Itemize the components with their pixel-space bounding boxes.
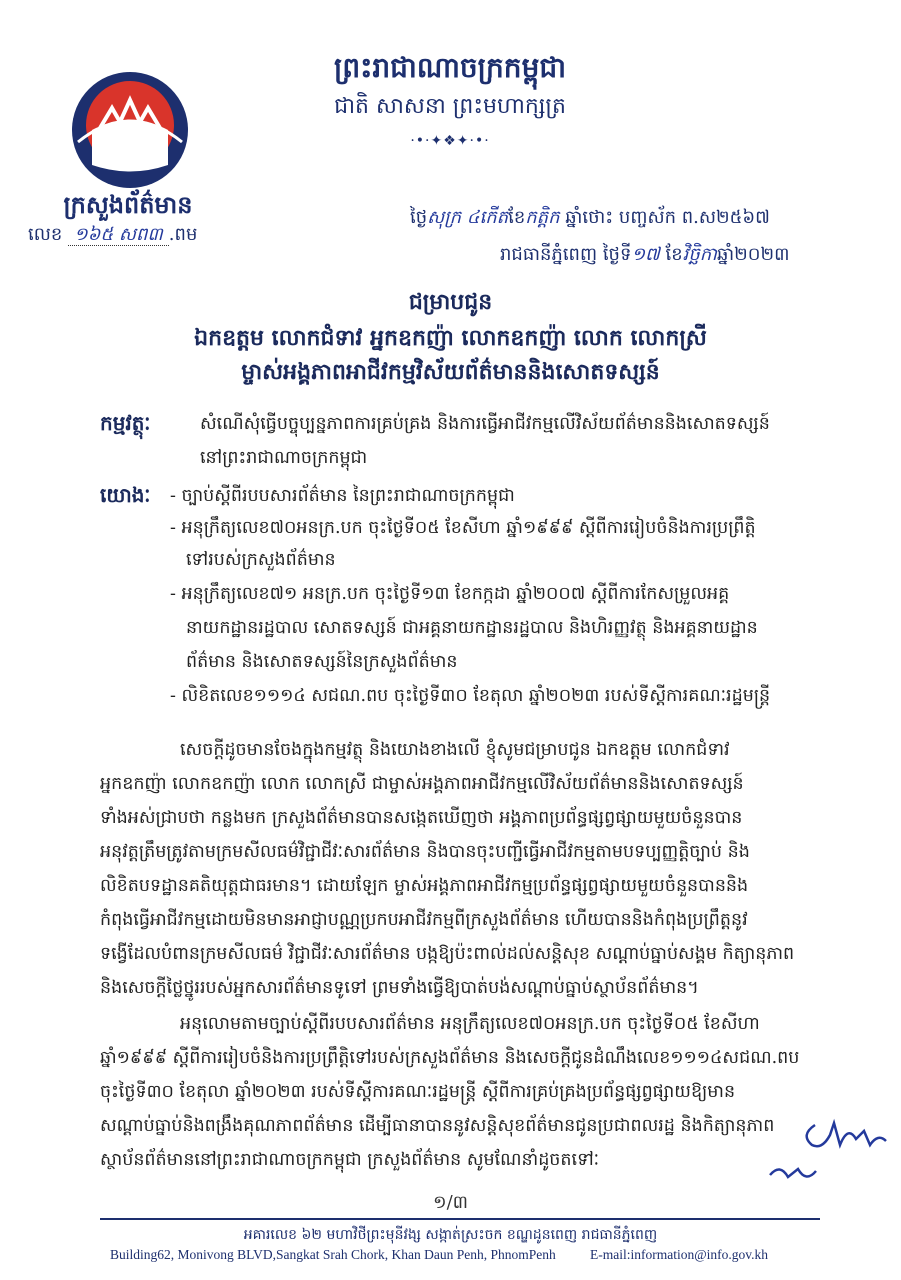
subject-line: នៅព្រះរាជាណាចក្រកម្ពុជា <box>200 448 368 468</box>
ministry-logo-icon <box>70 70 190 190</box>
ref-suffix: .ពម <box>168 224 198 245</box>
lunar-month-label: ខែ <box>508 207 526 228</box>
body-line: ចុះថ្ងៃទី៣០ ខែតុលា ឆ្នាំ២០២៣ របស់ទីស្ដីការគណៈរដ្ឋមន្ដ្រី ស្ដីពីការគ្រប់គ្រងប្រព័ន្ធផ្សព្វផ្សាយឱ្យមាន <box>100 1082 736 1102</box>
lunar-month-handwritten: កត្ដិក <box>525 207 560 228</box>
body-line: លិខិតបទដ្ឋានគតិយុត្ដជាធរមាន។ ដោយឡែក ម្ចាស់អង្គភាពអាជីវកម្មប្រព័ន្ធផ្សព្វផ្សាយមួយចំនួនបាននិង <box>100 876 749 896</box>
body-line: និងសេចក្ដីថ្លៃថ្នូររបស់អ្នកសារព័ត៌មានទូទៅ ព្រមទាំងធ្វើឱ្យបាត់បង់សណ្ដាប់ធ្នាប់ស្ថាប័នព័ត៌មាន។ <box>100 978 699 998</box>
body-line: ស្ថាប័នព័ត៌មាននៅព្រះរាជាណាចក្រកម្ពុជា ក្រសួងព័ត៌មាន សូមណែនាំដូចតទៅៈ <box>100 1150 600 1170</box>
lunar-prefix: ថ្ងៃ <box>410 207 428 228</box>
reference-item: - ច្បាប់ស្ដីពីរបបសារព័ត៌មាន នៃព្រះរាជាណាចក្រកម្ពុជា <box>170 486 515 506</box>
national-motto: ជាតិ សាសនា ព្រះមហាក្សត្រ <box>334 94 566 119</box>
solar-month-label: ខែ <box>665 244 683 265</box>
footer-email: E-mail:information@info.gov.kh <box>590 1247 769 1262</box>
body-line: សណ្ដាប់ធ្នាប់និងពង្រឹងគុណភាពព័ត៌មាន ដើម្បីធានាបាននូវសន្ដិសុខព័ត៌មានជូនប្រជាពលរដ្ឋ និងកិត្យានុភាព <box>100 1116 775 1136</box>
reference-item: - លិខិតលេខ១១១៤ សជណ.ពប ចុះថ្ងៃទី៣០ ខែតុលា ឆ្នាំ២០២៣ របស់ទីស្ដីការគណៈរដ្ឋមន្ដ្រី <box>170 686 771 706</box>
ref-number-handwritten: ១៦៥ សព៣ <box>68 224 169 246</box>
solar-prefix: រាជធានីភ្នំពេញ ថ្ងៃទី <box>500 244 632 265</box>
body-line: អនុវត្តត្រឹមត្រូវតាមក្រមសីលធម៌វិជ្ជាជីវៈសារព័ត៌មាន និងបានចុះបញ្ជីធ្វើអាជីវកម្មតាមបទប្បញ្ញត្ដិច្បាប់ និង <box>100 842 750 862</box>
body-line: ឆ្នាំ១៩៩៩ ស្ដីពីការរៀបចំនិងការប្រព្រឹត្ដិទៅរបស់ក្រសួងព័ត៌មាន និងសេចក្ដីជូនដំណឹងលេខ១១១៤សជណ.ពប <box>100 1048 800 1068</box>
ref-prefix: លេខ <box>28 224 63 245</box>
reference-item: ព័ត៌មាន និងសោតទស្សន៍នៃក្រសួងព័ត៌មាន <box>186 652 458 672</box>
reference-item: - អនុក្រឹត្យលេខ៧០អនក្រ.បក ចុះថ្ងៃទី០៥ ខែសីហា ឆ្នាំ១៩៩៩ ស្ដីពីការរៀបចំនិងការប្រព្រឹត្ដិ <box>170 518 756 538</box>
solar-day-handwritten: ១៧ <box>631 244 660 265</box>
footer-divider <box>100 1218 820 1220</box>
reference-item: ទៅរបស់ក្រសួងព័ត៌មាន <box>186 550 336 570</box>
footer-address-kh: អគារលេខ ៦២ មហាវិថីព្រះមុនីវង្ស សង្កាត់ស្រះចក ខណ្ឌដូនពេញ រាជធានីភ្នំពេញ <box>243 1227 658 1243</box>
page-number: ១/៣ <box>432 1192 469 1213</box>
signature-initials <box>760 1105 900 1195</box>
body-line: អ្នកឧកញ៉ា លោកឧកញ៉ា លោក លោកស្រី ជាម្ចាស់អង្គភាពអាជីវកម្មលើវិស័យព័ត៌មាននិងសោតទស្សន៍ <box>100 774 744 794</box>
addressee-heading: ជម្រាបជូន <box>408 289 493 315</box>
body-line: សេចក្ដីដូចមានចែងក្នុងកម្មវត្ថុ និងយោងខាងលើ ខ្ញុំសូមជម្រាបជូន ឯកឧត្ដម លោកជំទាវ <box>180 740 730 760</box>
subject-label: កម្មវត្ថុៈ <box>100 411 151 435</box>
ornament-divider: ·•·✦❖✦·•· <box>410 133 490 149</box>
ministry-name: ក្រសួងព័ត៌មាន <box>63 190 193 219</box>
solar-date <box>500 242 789 269</box>
ministry-logo <box>70 70 190 190</box>
body-line: ទាំងអស់ជ្រាបថា កន្លងមក ក្រសួងព័ត៌មានបានសង្កេតឃើញថា អង្គភាពប្រព័ន្ធផ្សព្វផ្សាយមួយចំនួនបាន <box>100 808 743 828</box>
addressee-owners: ម្ចាស់អង្គភាពអាជីវកម្មវិស័យព័ត៌មាននិងសោតទស្សន៍ <box>241 359 660 385</box>
signature-icon <box>760 1105 900 1195</box>
body-line: ទង្វើដែលបំពានក្រមសីលធម៌ វិជ្ជាជីវៈសារព័ត៌មាន បង្កឱ្យប៉ះពាល់ដល់សន្ដិសុខ សណ្ដាប់ធ្នាប់សង្គម កិត្យានុភាព <box>100 944 795 964</box>
lunar-day-handwritten: សុក្រ ៤កើត <box>427 207 509 228</box>
footer-address-en: Building62, Monivong BLVD,Sangkat Srah Chork, Khan Daun Penh, PhnomPenh <box>110 1247 556 1262</box>
reference-number <box>28 222 197 249</box>
body-line: អនុលោមតាមច្បាប់ស្ដីពីរបបសារព័ត៌មាន អនុក្រឹត្យលេខ៧០អនក្រ.បក ចុះថ្ងៃទី០៥ ខែសីហា <box>180 1014 760 1034</box>
kingdom-title: ព្រះរាជាណាចក្រកម្ពុជា <box>333 51 566 84</box>
lunar-year: ឆ្នាំថោះ បញ្ចស័ក ព.ស២៥៦៧ <box>565 207 770 228</box>
reference-item: - អនុក្រឹត្យលេខ៧១ អនក្រ.បក ចុះថ្ងៃទី១៣ ខែកក្កដា ឆ្នាំ២០០៧ ស្ដីពីការកែសម្រួលអគ្គ <box>170 584 730 604</box>
references-label: យោងៈ <box>100 483 151 507</box>
body-line: កំពុងធ្វើអាជីវកម្មដោយមិនមានអាជ្ញាបណ្ណប្រកបអាជីវកម្មពីក្រសួងព័ត៌មាន ហើយបាននិងកំពុងប្រព្រឹត្ដនូវ <box>100 910 748 930</box>
lunar-date <box>410 205 770 232</box>
subject-line: សំណើសុំធ្វើបច្ចុប្បន្នភាពការគ្រប់គ្រង និងការធ្វើអាជីវកម្មលើវិស័យព័ត៌មាននិងសោតទស្សន៍ <box>200 414 770 434</box>
reference-item: នាយកដ្ឋានរដ្ឋបាល សោតទស្សន៍ ជាអគ្គនាយកដ្ឋានរដ្ឋបាល និងហិរញ្ញវត្ថុ និងអគ្គនាយដ្ឋាន <box>186 618 758 638</box>
addressee-titles: ឯកឧត្ដម លោកជំទាវ អ្នកឧកញ៉ា លោកឧកញ៉ា លោក លោកស្រី <box>194 325 707 351</box>
solar-month-handwritten: វិច្ឆិកា <box>682 244 717 265</box>
solar-year: ឆ្នាំ២០២៣ <box>716 244 790 265</box>
